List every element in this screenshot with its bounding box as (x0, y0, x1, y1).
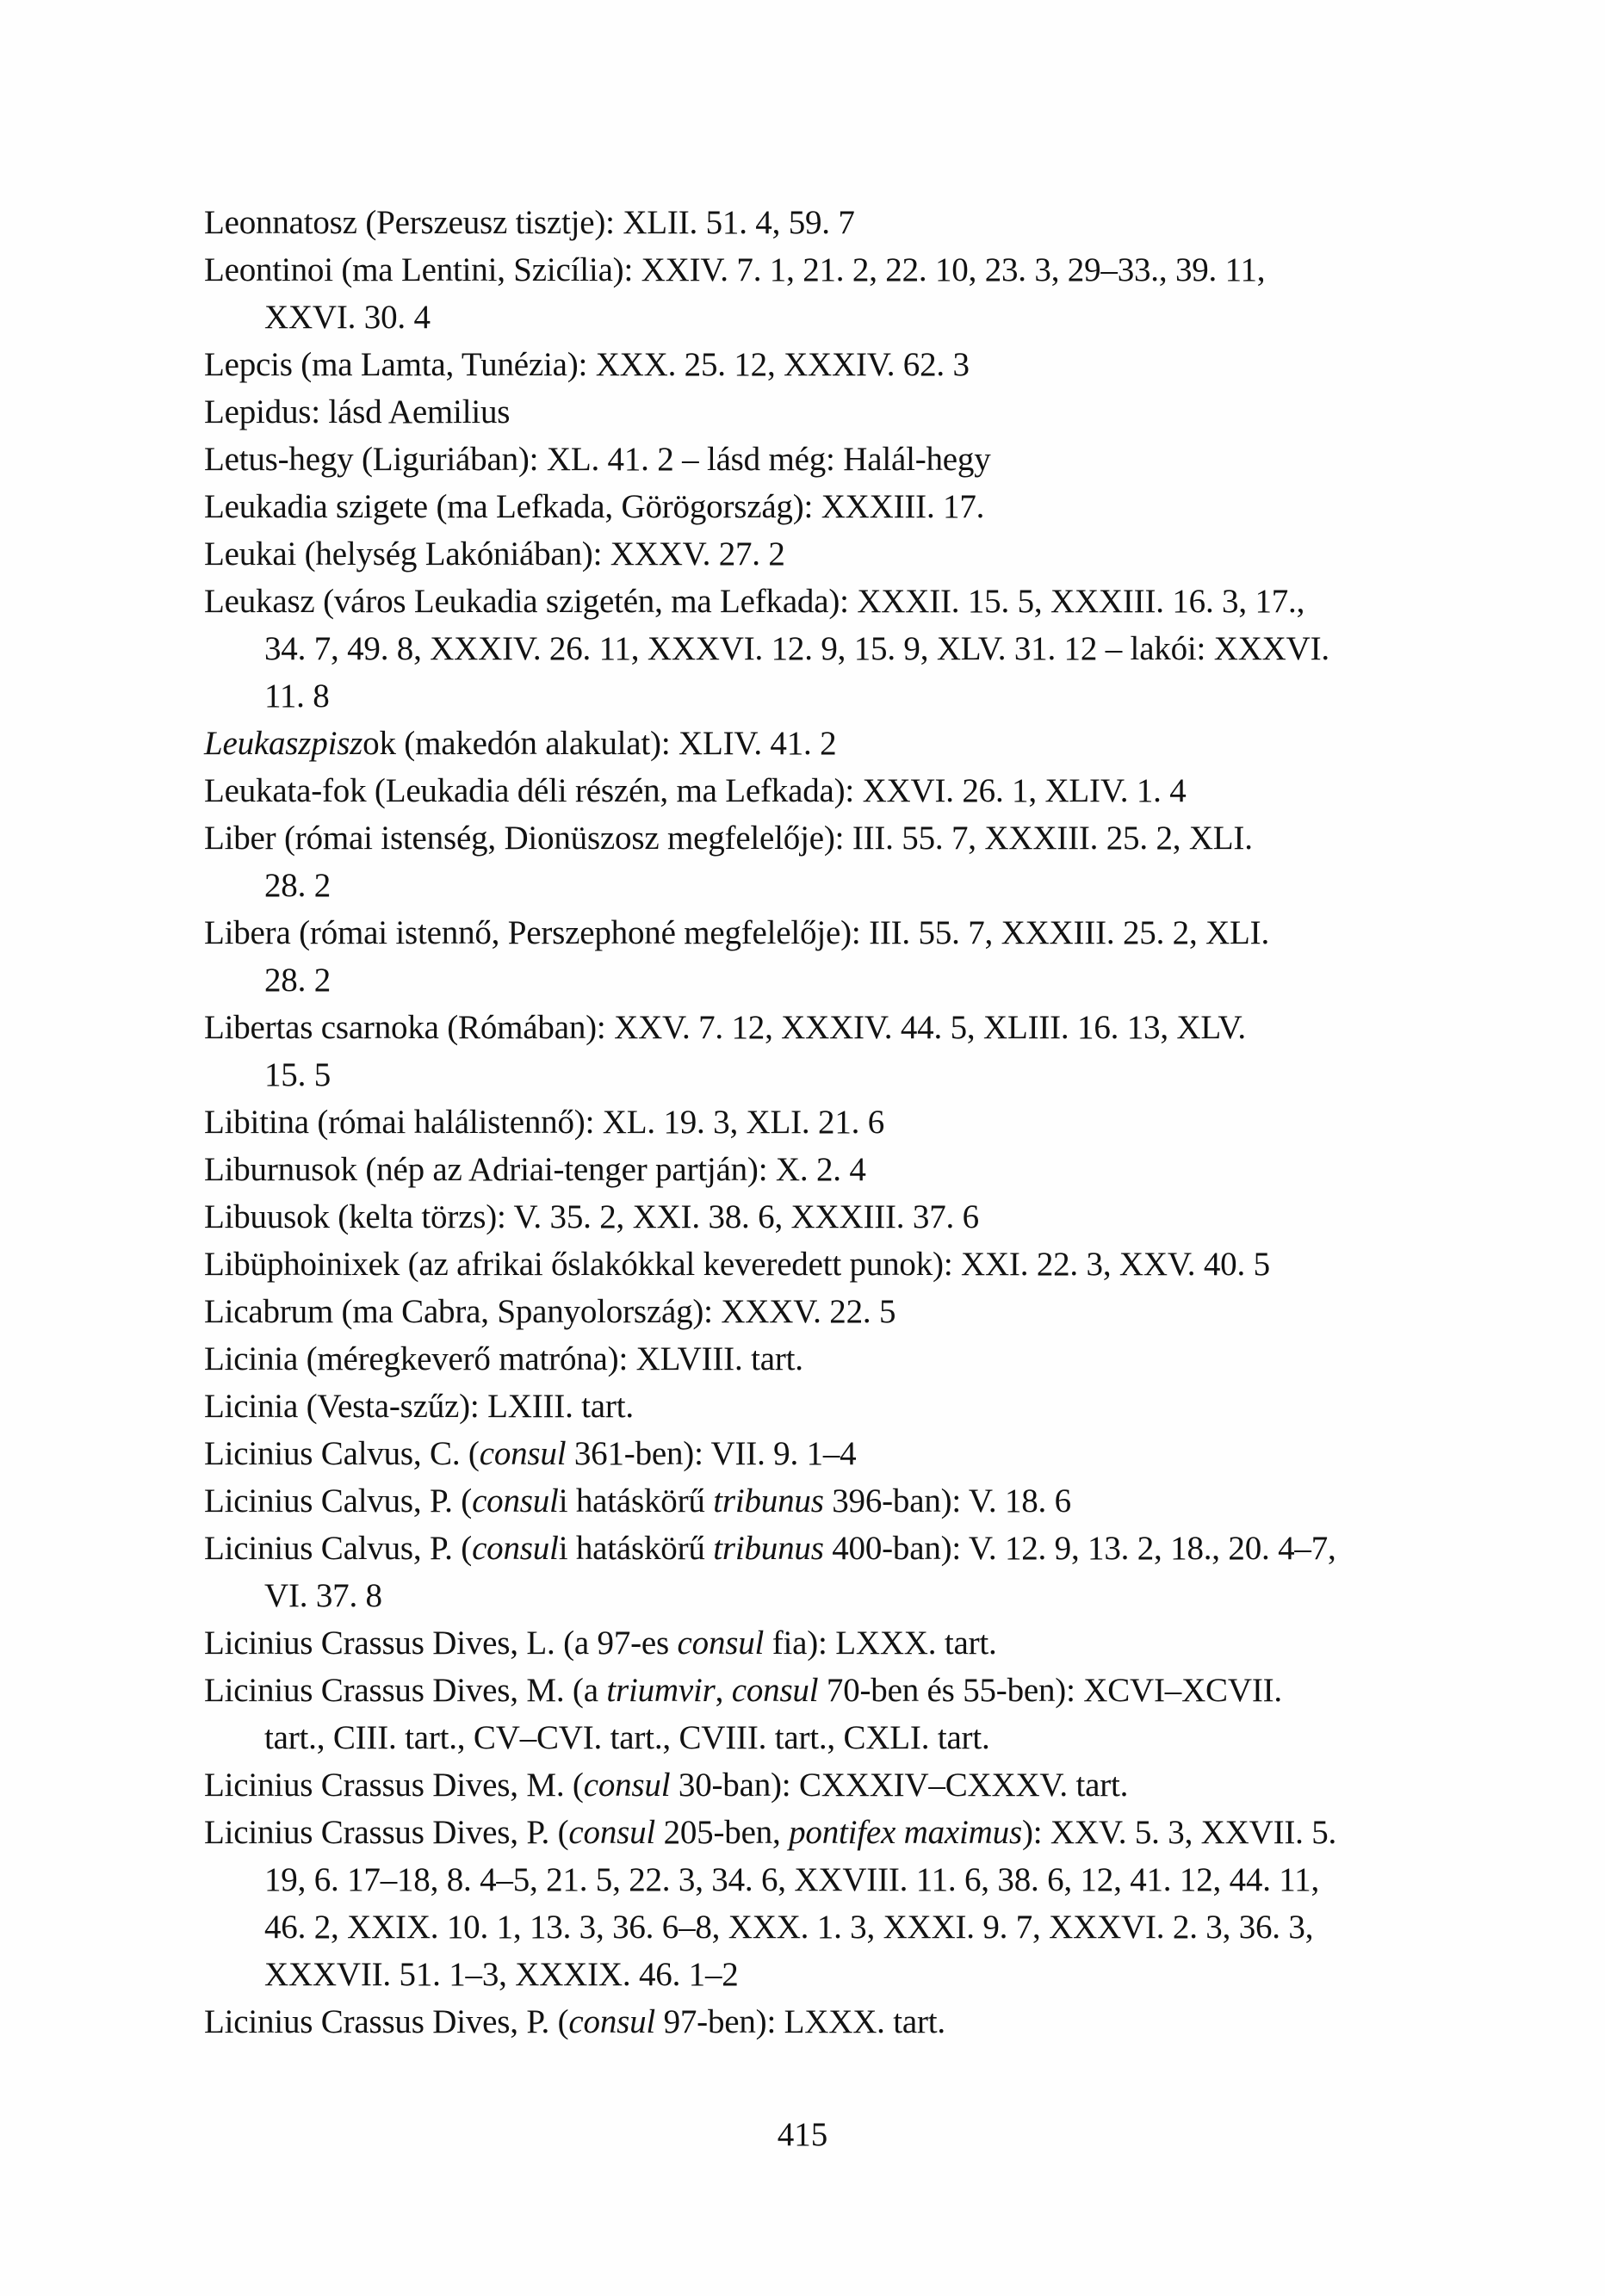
text-run: Libitina (római halálistennő): XL. 19. 3, XLI. 21. 6 (204, 1104, 885, 1141)
text-run: 46. 2, XXIX. 10. 1, 13. 3, 36. 6–8, XXX. 1. 3, XXXI. 9. 7, XXXVI. 2. 3, 36. 3, (264, 1909, 1314, 1946)
index-entry (204, 767, 1435, 814)
index-entry (204, 199, 1435, 246)
index-entry (204, 1667, 1435, 1761)
index-entry (204, 720, 1435, 767)
text-run: fia): LXXX. tart. (764, 1625, 997, 1662)
text-run: Licinius Calvus, P. ( (204, 1482, 473, 1519)
index-line (204, 1667, 1435, 1714)
italic-text-run: consul (677, 1625, 765, 1662)
index-line (204, 1430, 1435, 1477)
text-run: Leonnatosz (Perszeusz tisztje): XLII. 51. 4, 59. 7 (204, 204, 855, 241)
index-entry (204, 578, 1435, 720)
index-line-continuation (204, 1951, 1435, 1998)
italic-text-run: consul (731, 1672, 819, 1709)
index-entry (204, 909, 1435, 1004)
index-line (204, 578, 1435, 625)
index-entry (204, 1146, 1435, 1193)
text-run: Licinius Crassus Dives, P. ( (204, 1814, 569, 1851)
index-line (204, 1098, 1435, 1146)
text-run: , (715, 1672, 732, 1709)
text-run: Liburnusok (nép az Adriai-tenger partján): X. 2. 4 (204, 1151, 866, 1188)
text-run: Liber (római istenség, Dionüszosz megfelelője): III. 55. 7, XXXIII. 25. 2, XLI. (204, 820, 1253, 857)
index-entry (204, 1761, 1435, 1809)
index-entry (204, 1193, 1435, 1241)
text-run: tart., CIII. tart., CV–CVI. tart., CVIII. tart., CXLI. tart. (264, 1719, 990, 1756)
text-run: Licinia (Vesta-szűz): LXIII. tart. (204, 1388, 634, 1425)
text-run: Licabrum (ma Cabra, Spanyolország): XXXV. 22. 5 (204, 1293, 896, 1330)
index-entry (204, 1998, 1435, 2045)
index-line (204, 1998, 1435, 2045)
page-number: 415 (777, 2116, 828, 2153)
index-line-continuation (204, 1856, 1435, 1903)
text-run: 400-ban): V. 12. 9, 13. 2, 18., 20. 4–7, (823, 1530, 1336, 1567)
text-run: VI. 37. 8 (264, 1577, 382, 1614)
index-entry (204, 341, 1435, 388)
text-run: Licinius Crassus Dives, P. ( (204, 2003, 569, 2040)
text-run: Licinia (méregkeverő matróna): XLVIII. tart. (204, 1340, 803, 1377)
index-line (204, 246, 1435, 294)
text-run: 15. 5 (264, 1056, 332, 1093)
index-line (204, 1146, 1435, 1193)
index-line (204, 814, 1435, 862)
index-line-continuation (204, 1903, 1435, 1951)
text-run: Leukai (helység Lakóniában): XXXV. 27. 2 (204, 535, 785, 572)
text-run: i hatáskörű (558, 1482, 714, 1519)
text-run: Leukasz (város Leukadia szigetén, ma Lefkada): XXXII. 15. 5, XXXIII. 16. 3, 17., (204, 583, 1305, 620)
text-run: Licinius Crassus Dives, M. (a (204, 1672, 607, 1709)
italic-text-run: consul (479, 1435, 567, 1472)
index-entry (204, 483, 1435, 530)
index-entry (204, 1619, 1435, 1667)
index-line (204, 1525, 1435, 1572)
text-run: 28. 2 (264, 867, 332, 904)
index-entry (204, 1809, 1435, 1998)
index-line-continuation (204, 294, 1435, 341)
index-line-continuation (204, 862, 1435, 909)
text-run: Letus-hegy (Liguriában): XL. 41. 2 – lásd még: Halál-hegy (204, 441, 991, 478)
index-entry (204, 814, 1435, 909)
text-run: 11. 8 (264, 678, 330, 715)
index-line (204, 720, 1435, 767)
index-entry (204, 1477, 1435, 1525)
italic-text-run: consul (583, 1767, 671, 1804)
index-line (204, 1193, 1435, 1241)
index-line-continuation (204, 1714, 1435, 1761)
index-line (204, 530, 1435, 578)
text-run: Licinius Calvus, P. ( (204, 1530, 473, 1567)
index-line (204, 199, 1435, 246)
index-line (204, 1761, 1435, 1809)
index-line (204, 341, 1435, 388)
text-run: 97-ben): LXXX. tart. (655, 2003, 945, 2040)
index-line-continuation (204, 956, 1435, 1004)
text-run: XXVI. 30. 4 (264, 299, 431, 336)
index-line (204, 1477, 1435, 1525)
index-entry (204, 1430, 1435, 1477)
text-run: Leukadia szigete (ma Lefkada, Görögország): XXXIII. 17. (204, 488, 985, 525)
index-line (204, 483, 1435, 530)
text-run: 396-ban): V. 18. 6 (823, 1482, 1071, 1519)
index-line (204, 388, 1435, 436)
italic-text-run: triumvir (606, 1672, 716, 1709)
index-entry (204, 530, 1435, 578)
text-run: Libüphoinixek (az afrikai őslakókkal keveredett punok): XXI. 22. 3, XXV. 40. 5 (204, 1246, 1270, 1283)
index-entry (204, 1288, 1435, 1335)
text-run: ok (makedón alakulat): XLIV. 41. 2 (363, 725, 837, 762)
index-line (204, 1809, 1435, 1856)
index-line-continuation (204, 672, 1435, 720)
text-run: Licinius Crassus Dives, M. ( (204, 1767, 584, 1804)
index-line-continuation (204, 1051, 1435, 1098)
text-run: 19, 6. 17–18, 8. 4–5, 21. 5, 22. 3, 34. 6, XXVIII. 11. 6, 38. 6, 12, 41. 12, 44. 11, (264, 1861, 1320, 1898)
text-run: Leukata-fok (Leukadia déli részén, ma Lefkada): XXVI. 26. 1, XLIV. 1. 4 (204, 772, 1187, 809)
index-entries (204, 199, 1435, 2045)
text-run: 28. 2 (264, 962, 332, 999)
text-run: 205-ben, (655, 1814, 790, 1851)
index-entry (204, 1525, 1435, 1619)
text-run: Libuusok (kelta törzs): V. 35. 2, XXI. 38. 6, XXXIII. 37. 6 (204, 1198, 979, 1235)
italic-text-run: pontifex maximus (789, 1814, 1022, 1851)
index-entry (204, 246, 1435, 341)
index-line (204, 1241, 1435, 1288)
index-entry (204, 1241, 1435, 1288)
index-entry (204, 388, 1435, 436)
index-line (204, 767, 1435, 814)
index-entry (204, 1383, 1435, 1430)
index-line (204, 909, 1435, 956)
index-entry (204, 1335, 1435, 1383)
text-run: i hatáskörű (558, 1530, 714, 1567)
index-entry (204, 436, 1435, 483)
text-run: XXXVII. 51. 1–3, XXXIX. 46. 1–2 (264, 1956, 739, 1993)
index-line (204, 436, 1435, 483)
text-run: 361-ben): VII. 9. 1–4 (566, 1435, 857, 1472)
text-run: 70-ben és 55-ben): XCVI–XCVII. (818, 1672, 1282, 1709)
index-line (204, 1288, 1435, 1335)
index-entry (204, 1098, 1435, 1146)
italic-text-run: consul (568, 1814, 656, 1851)
text-run: Libera (római istennő, Perszephoné megfelelője): III. 55. 7, XXXIII. 25. 2, XLI. (204, 914, 1270, 951)
text-run: Licinius Crassus Dives, L. (a 97-es (204, 1625, 678, 1662)
text-run: Libertas csarnoka (Rómában): XXV. 7. 12, XXXIV. 44. 5, XLIII. 16. 13, XLV. (204, 1009, 1246, 1046)
text-run: Leontinoi (ma Lentini, Szicília): XXIV. 7. 1, 21. 2, 22. 10, 23. 3, 29–33., 39. 11, (204, 251, 1266, 288)
text-run: 34. 7, 49. 8, XXXIV. 26. 11, XXXVI. 12. 9, 15. 9, XLV. 31. 12 – lakói: XXXVI. (264, 630, 1329, 667)
text-run: Lepidus: lásd Aemilius (204, 393, 511, 430)
italic-text-run: Leukaszpisz (204, 725, 363, 762)
index-line-continuation (204, 1572, 1435, 1619)
text-run: 30-ban): CXXXIV–CXXXV. tart. (670, 1767, 1129, 1804)
italic-text-run: consul (472, 1530, 559, 1567)
index-line (204, 1619, 1435, 1667)
text-run: Licinius Calvus, C. ( (204, 1435, 480, 1472)
index-line (204, 1335, 1435, 1383)
index-entry (204, 1004, 1435, 1098)
text-run: Lepcis (ma Lamta, Tunézia): XXX. 25. 12, XXXIV. 62. 3 (204, 346, 970, 383)
italic-text-run: tribunus (713, 1482, 824, 1519)
italic-text-run: tribunus (713, 1530, 824, 1567)
index-line (204, 1383, 1435, 1430)
text-run: ): XXV. 5. 3, XXVII. 5. (1021, 1814, 1337, 1851)
italic-text-run: consul (568, 2003, 656, 2040)
index-line-continuation (204, 625, 1435, 672)
index-line (204, 1004, 1435, 1051)
italic-text-run: consul (472, 1482, 559, 1519)
